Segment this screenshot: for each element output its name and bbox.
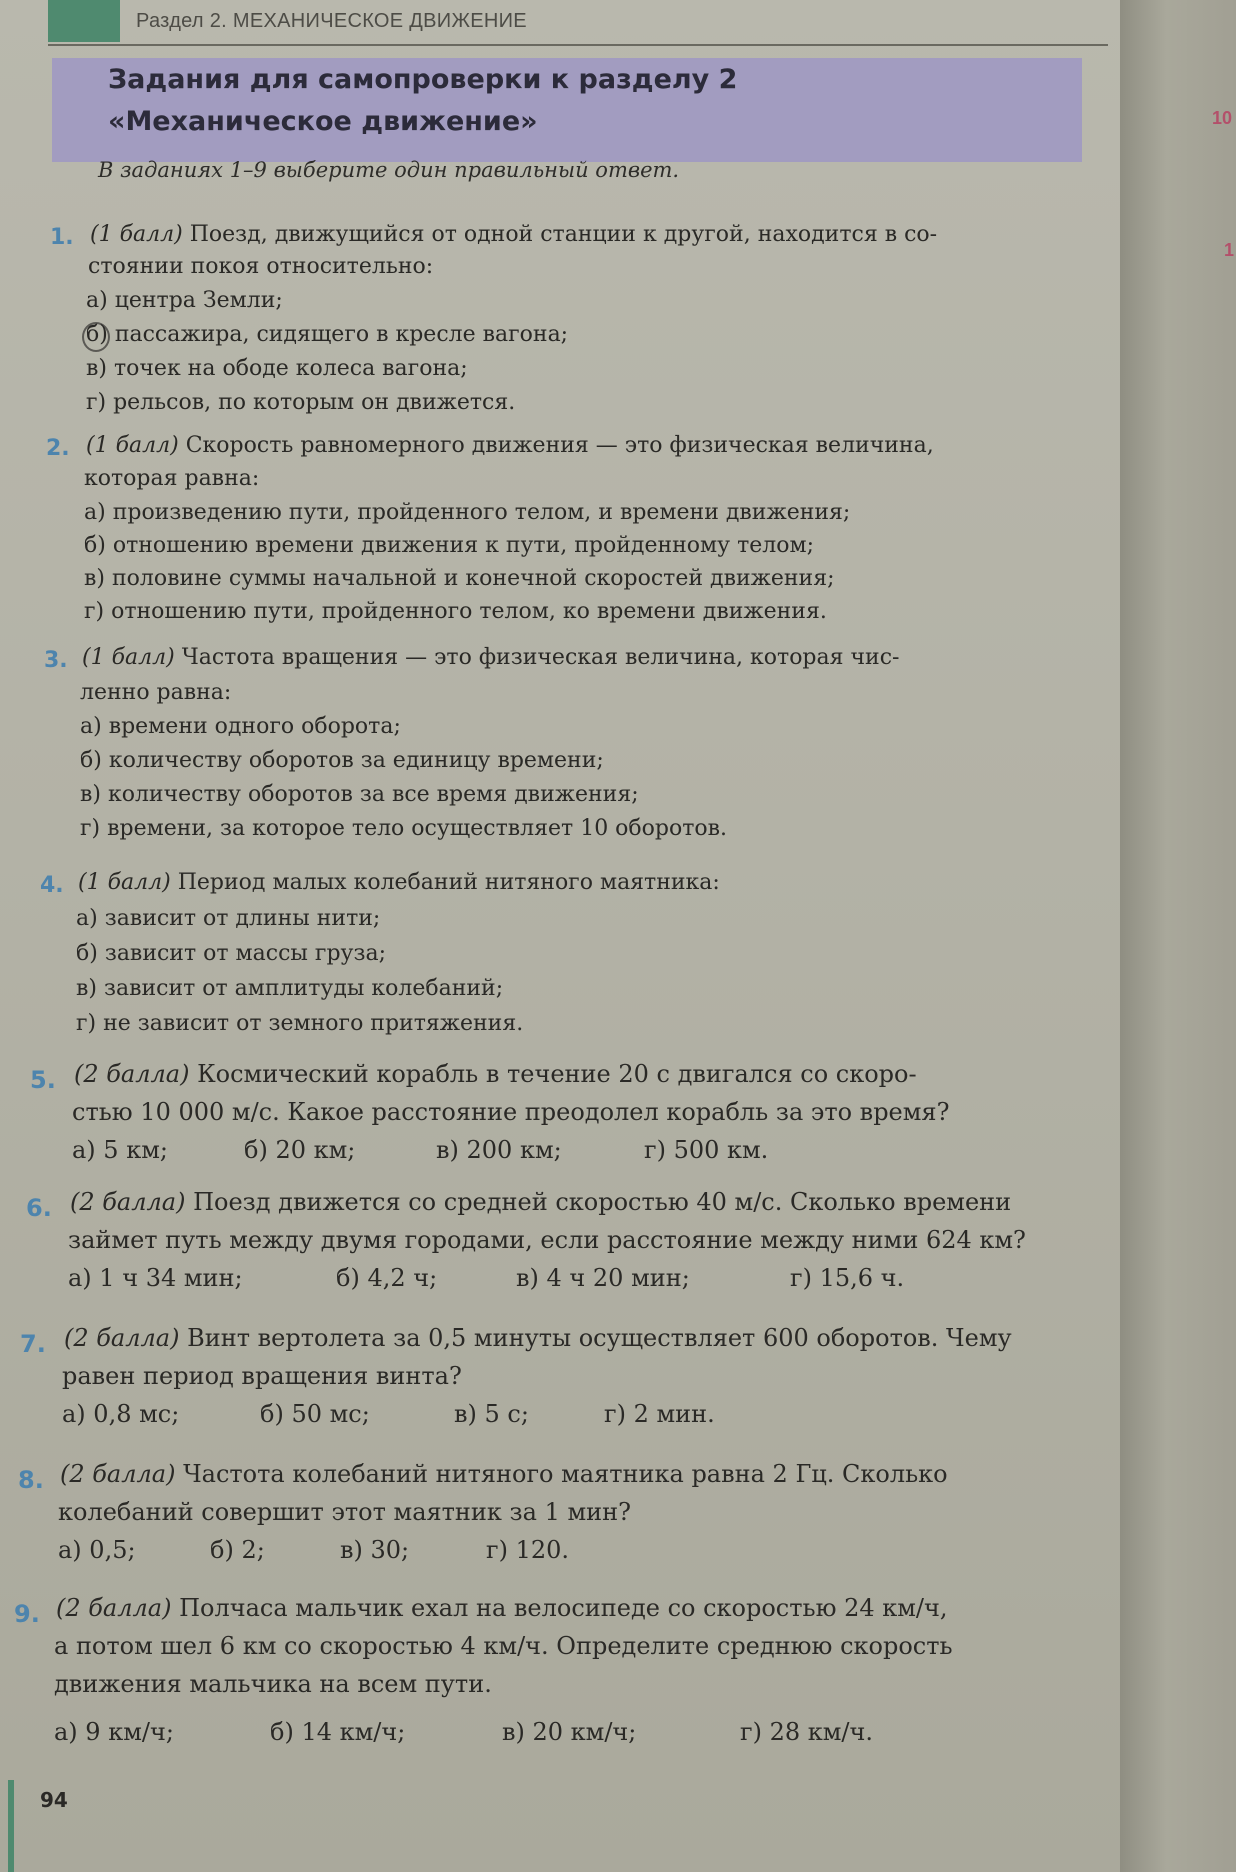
question-7-line-2: равен период вращения винта?	[62, 1362, 462, 1390]
header-divider	[48, 44, 1108, 46]
question-8-line-2: колебаний совершит этот маятник за 1 мин?	[58, 1498, 631, 1526]
question-2-line-1: (1 балл) Скорость равномерного движения — это физическая величина,	[86, 433, 934, 458]
margin-color-bar	[8, 1780, 14, 1872]
question-3-points: (1 балл)	[82, 645, 175, 670]
next-page-fragment-1: 10	[1212, 108, 1233, 128]
question-8-answer-b: б) 2;	[210, 1536, 265, 1564]
question-1-line-2: стоянии покоя относительно:	[88, 254, 434, 279]
question-2-points: (1 балл)	[86, 433, 179, 458]
question-6-number: 6.	[26, 1194, 52, 1222]
question-3-line-2: ленно равна:	[80, 680, 232, 705]
question-3-number: 3.	[44, 648, 68, 673]
question-1-number: 1.	[50, 225, 74, 250]
question-8-line-1: (2 балла) Частота колебаний нитяного маятника равна 2 Гц. Сколько	[60, 1460, 948, 1488]
question-8-number: 8.	[18, 1466, 44, 1494]
question-3-answer-d: г) времени, за которое тело осуществляет 10 оборотов.	[80, 816, 728, 841]
question-7-answer-c: в) 5 с;	[454, 1400, 529, 1428]
question-2-answer-c: в) половине суммы начальной и конечной скоростей движения;	[84, 566, 835, 591]
question-1-points: (1 балл)	[90, 222, 183, 247]
next-page-fragment-2: 1	[1224, 240, 1235, 260]
next-page-edge	[1120, 0, 1236, 1872]
question-7-number: 7.	[20, 1330, 46, 1358]
question-6-answer-d: г) 15,6 ч.	[790, 1264, 905, 1292]
question-6-points: (2 балла)	[70, 1188, 186, 1216]
question-6-answer-b: б) 4,2 ч;	[336, 1264, 438, 1292]
question-4-answer-a: а) зависит от длины нити;	[76, 906, 381, 931]
question-9-answer-b: б) 14 км/ч;	[270, 1718, 406, 1746]
question-1-line-1: (1 балл) Поезд, движущийся от одной станции к другой, находится в со-	[90, 222, 938, 247]
question-1-answer-b: б) пассажира, сидящего в кресле вагона;	[86, 322, 569, 347]
question-3-line-1: (1 балл) Частота вращения — это физическая величина, которая чис-	[82, 645, 900, 670]
question-5-points: (2 балла)	[74, 1060, 190, 1088]
question-6-line-2: займет путь между двумя городами, если расстояние между ними 624 км?	[68, 1226, 1026, 1254]
question-4-line-1: (1 балл) Период малых колебаний нитяного маятника:	[78, 870, 720, 895]
question-9-line-1: (2 балла) Полчаса мальчик ехал на велосипеде со скоростью 24 км/ч,	[56, 1594, 948, 1622]
question-1-answer-c: в) точек на ободе колеса вагона;	[86, 356, 468, 381]
question-2-answer-d: г) отношению пути, пройденного телом, ко времени движения.	[84, 599, 827, 624]
question-7-line-1: (2 балла) Винт вертолета за 0,5 минуты осуществляет 600 оборотов. Чему	[64, 1324, 1012, 1352]
question-3-answer-a: а) времени одного оборота;	[80, 714, 401, 739]
question-9-answer-d: г) 28 км/ч.	[740, 1718, 873, 1746]
question-9-answer-a: а) 9 км/ч;	[54, 1718, 174, 1746]
question-3-answer-c: в) количеству оборотов за все время движения;	[80, 782, 639, 807]
question-6-answer-a: а) 1 ч 34 мин;	[68, 1264, 243, 1292]
question-9-answer-c: в) 20 км/ч;	[502, 1718, 637, 1746]
question-5-answer-d: г) 500 км.	[644, 1136, 769, 1164]
question-8-answer-c: в) 30;	[340, 1536, 410, 1564]
question-7-answer-d: г) 2 мин.	[604, 1400, 715, 1428]
header-color-block	[48, 0, 120, 42]
question-4-points: (1 балл)	[78, 870, 171, 895]
question-6-answer-c: в) 4 ч 20 мин;	[516, 1264, 690, 1292]
question-8-answer-a: а) 0,5;	[58, 1536, 136, 1564]
page-number: 94	[40, 1788, 68, 1812]
page-title-line-2: «Механическое движение»	[108, 106, 538, 137]
question-1-answer-a: а) центра Земли;	[86, 288, 283, 313]
question-7-points: (2 балла)	[64, 1324, 180, 1352]
question-4-answer-d: г) не зависит от земного притяжения.	[76, 1011, 524, 1036]
question-9-line-3: движения мальчика на всем пути.	[54, 1670, 492, 1698]
question-4-answer-b: б) зависит от массы груза;	[76, 941, 386, 966]
question-3-answer-b: б) количеству оборотов за единицу времени;	[80, 748, 604, 773]
question-2-answer-a: а) произведению пути, пройденного телом, и времени движения;	[84, 500, 851, 525]
question-1-answer-d: г) рельсов, по которым он движется.	[86, 390, 516, 415]
question-5-answer-a: а) 5 км;	[72, 1136, 168, 1164]
question-7-answer-b: б) 50 мс;	[260, 1400, 370, 1428]
question-4-number: 4.	[40, 873, 64, 898]
question-2-number: 2.	[46, 436, 70, 461]
question-2-answer-b: б) отношению времени движения к пути, пройденному телом;	[84, 533, 815, 558]
question-6-line-1: (2 балла) Поезд движется со средней скоростью 40 м/с. Сколько времени	[70, 1188, 1012, 1216]
question-7-answer-a: а) 0,8 мс;	[62, 1400, 180, 1428]
instructions: В заданиях 1–9 выберите один правильный ответ.	[98, 158, 680, 182]
section-header: Раздел 2. МЕХАНИЧЕСКОЕ ДВИЖЕНИЕ	[136, 10, 527, 32]
question-2-line-2: которая равна:	[84, 466, 260, 491]
question-8-points: (2 балла)	[60, 1460, 176, 1488]
question-4-answer-c: в) зависит от амплитуды колебаний;	[76, 976, 504, 1001]
question-5-number: 5.	[30, 1066, 56, 1094]
question-5-answer-c: в) 200 км;	[436, 1136, 562, 1164]
page-title-line-1: Задания для самопроверки к разделу 2	[108, 64, 738, 95]
question-8-answer-d: г) 120.	[486, 1536, 570, 1564]
question-5-line-2: стью 10 000 м/с. Какое расстояние преодолел корабль за это время?	[72, 1098, 950, 1126]
question-9-line-2: а потом шел 6 км со скоростью 4 км/ч. Определите среднюю скорость	[54, 1632, 953, 1660]
question-9-number: 9.	[14, 1600, 40, 1628]
question-9-points: (2 балла)	[56, 1594, 172, 1622]
question-5-answer-b: б) 20 км;	[244, 1136, 356, 1164]
question-5-line-1: (2 балла) Космический корабль в течение 20 с двигался со скоро-	[74, 1060, 917, 1088]
